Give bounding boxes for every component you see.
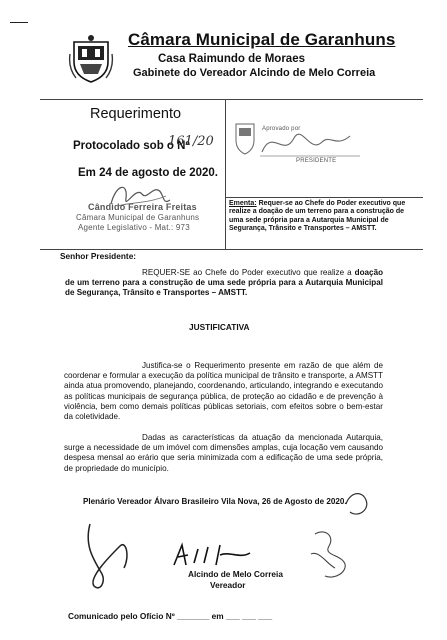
ementa-top-rule	[226, 197, 423, 198]
president-label: PRESIDENTE	[296, 158, 337, 164]
protocol-label: Protocolado sob o Nº	[73, 140, 190, 152]
signer-name: Alcindo de Melo Correia	[188, 569, 283, 579]
house-name: Casa Raimundo de Moraes	[158, 53, 305, 65]
ementa-label: Ementa:	[229, 200, 257, 207]
chamber-title: Câmara Municipal de Garanhuns	[128, 30, 396, 49]
request-bold: doação de um terreno para a construção de uma sede própria para a Autarquia Municipal de Segurança, Trânsito e Transportes – AMSTT.	[65, 268, 384, 298]
justification-paragraph-1: Justifica-se o Requerimento presente em razão de que além de coordenar e formular a execução da política municipal de trânsito e transporte, a AMSTT ainda atua promovendo, planejando, coordenando, articulando, integrando e executando as políticas municipais de segurança pública, de proteção ao cidadão e de prevenção à violência, bem como demais políticas públicas setoriais, com efeitos sobre o bem-estar da coletividade.	[64, 361, 383, 422]
margin-dash	[10, 22, 28, 23]
request-paragraph	[65, 268, 383, 299]
councilor-signature-icon	[170, 541, 260, 569]
agent-role: Agente Legislativo - Mat.: 973	[78, 223, 190, 232]
cabinet-name: Gabinete do Vereador Alcindo de Melo Correia	[133, 67, 376, 79]
agent-name: Cândido Ferreira Freitas	[88, 202, 197, 212]
approved-label: Aprovado por	[262, 126, 301, 132]
ementa-text: Requer-se ao Chefe do Poder executivo que realize a doação de um terreno para a construção de uma sede própria para a Autarquia Municipal de Segurança, Trânsito e Transportes – AMSTT.	[229, 200, 406, 233]
coat-of-arms-icon	[68, 34, 114, 84]
column-divider	[225, 99, 226, 249]
signer-role: Vereador	[210, 580, 246, 590]
salutation: Senhor Presidente:	[60, 251, 137, 261]
justification-title: JUSTIFICATIVA	[189, 322, 250, 332]
justification-paragraph-2: Dadas as características da atuação da mencionada Autarquia, surge a necessidade de um imóvel com dimensões amplas, cuja locação vem causando despesa mensal ao erário que seria minimizada com a edificação de uma sede própria, de propriedade do município.	[64, 433, 383, 473]
footer-communication: Comunicado pelo Ofício Nº _______ em ___ ___ ___	[68, 611, 273, 621]
protocol-number: 161/20	[168, 134, 214, 149]
request-prefix: REQUER-SE ao Chefe do Poder executivo que realize a	[142, 268, 352, 277]
top-rule	[40, 99, 423, 100]
agent-org: Câmara Municipal de Garanhuns	[76, 213, 200, 222]
small-mark-icon	[340, 484, 380, 524]
protocol-stamp	[232, 118, 372, 166]
right-signature-icon	[305, 524, 355, 584]
document-type: Requerimento	[90, 106, 182, 122]
protocol-date: Em 24 de agosto de 2020.	[78, 167, 218, 179]
left-signature-icon	[80, 516, 140, 596]
ementa-box	[229, 200, 413, 234]
agent-stamp	[76, 196, 221, 234]
header-bottom-rule	[40, 249, 423, 250]
closing-place-date: Plenário Vereador Álvaro Brasileiro Vila Nova, 26 de Agosto de 2020.	[83, 497, 347, 506]
